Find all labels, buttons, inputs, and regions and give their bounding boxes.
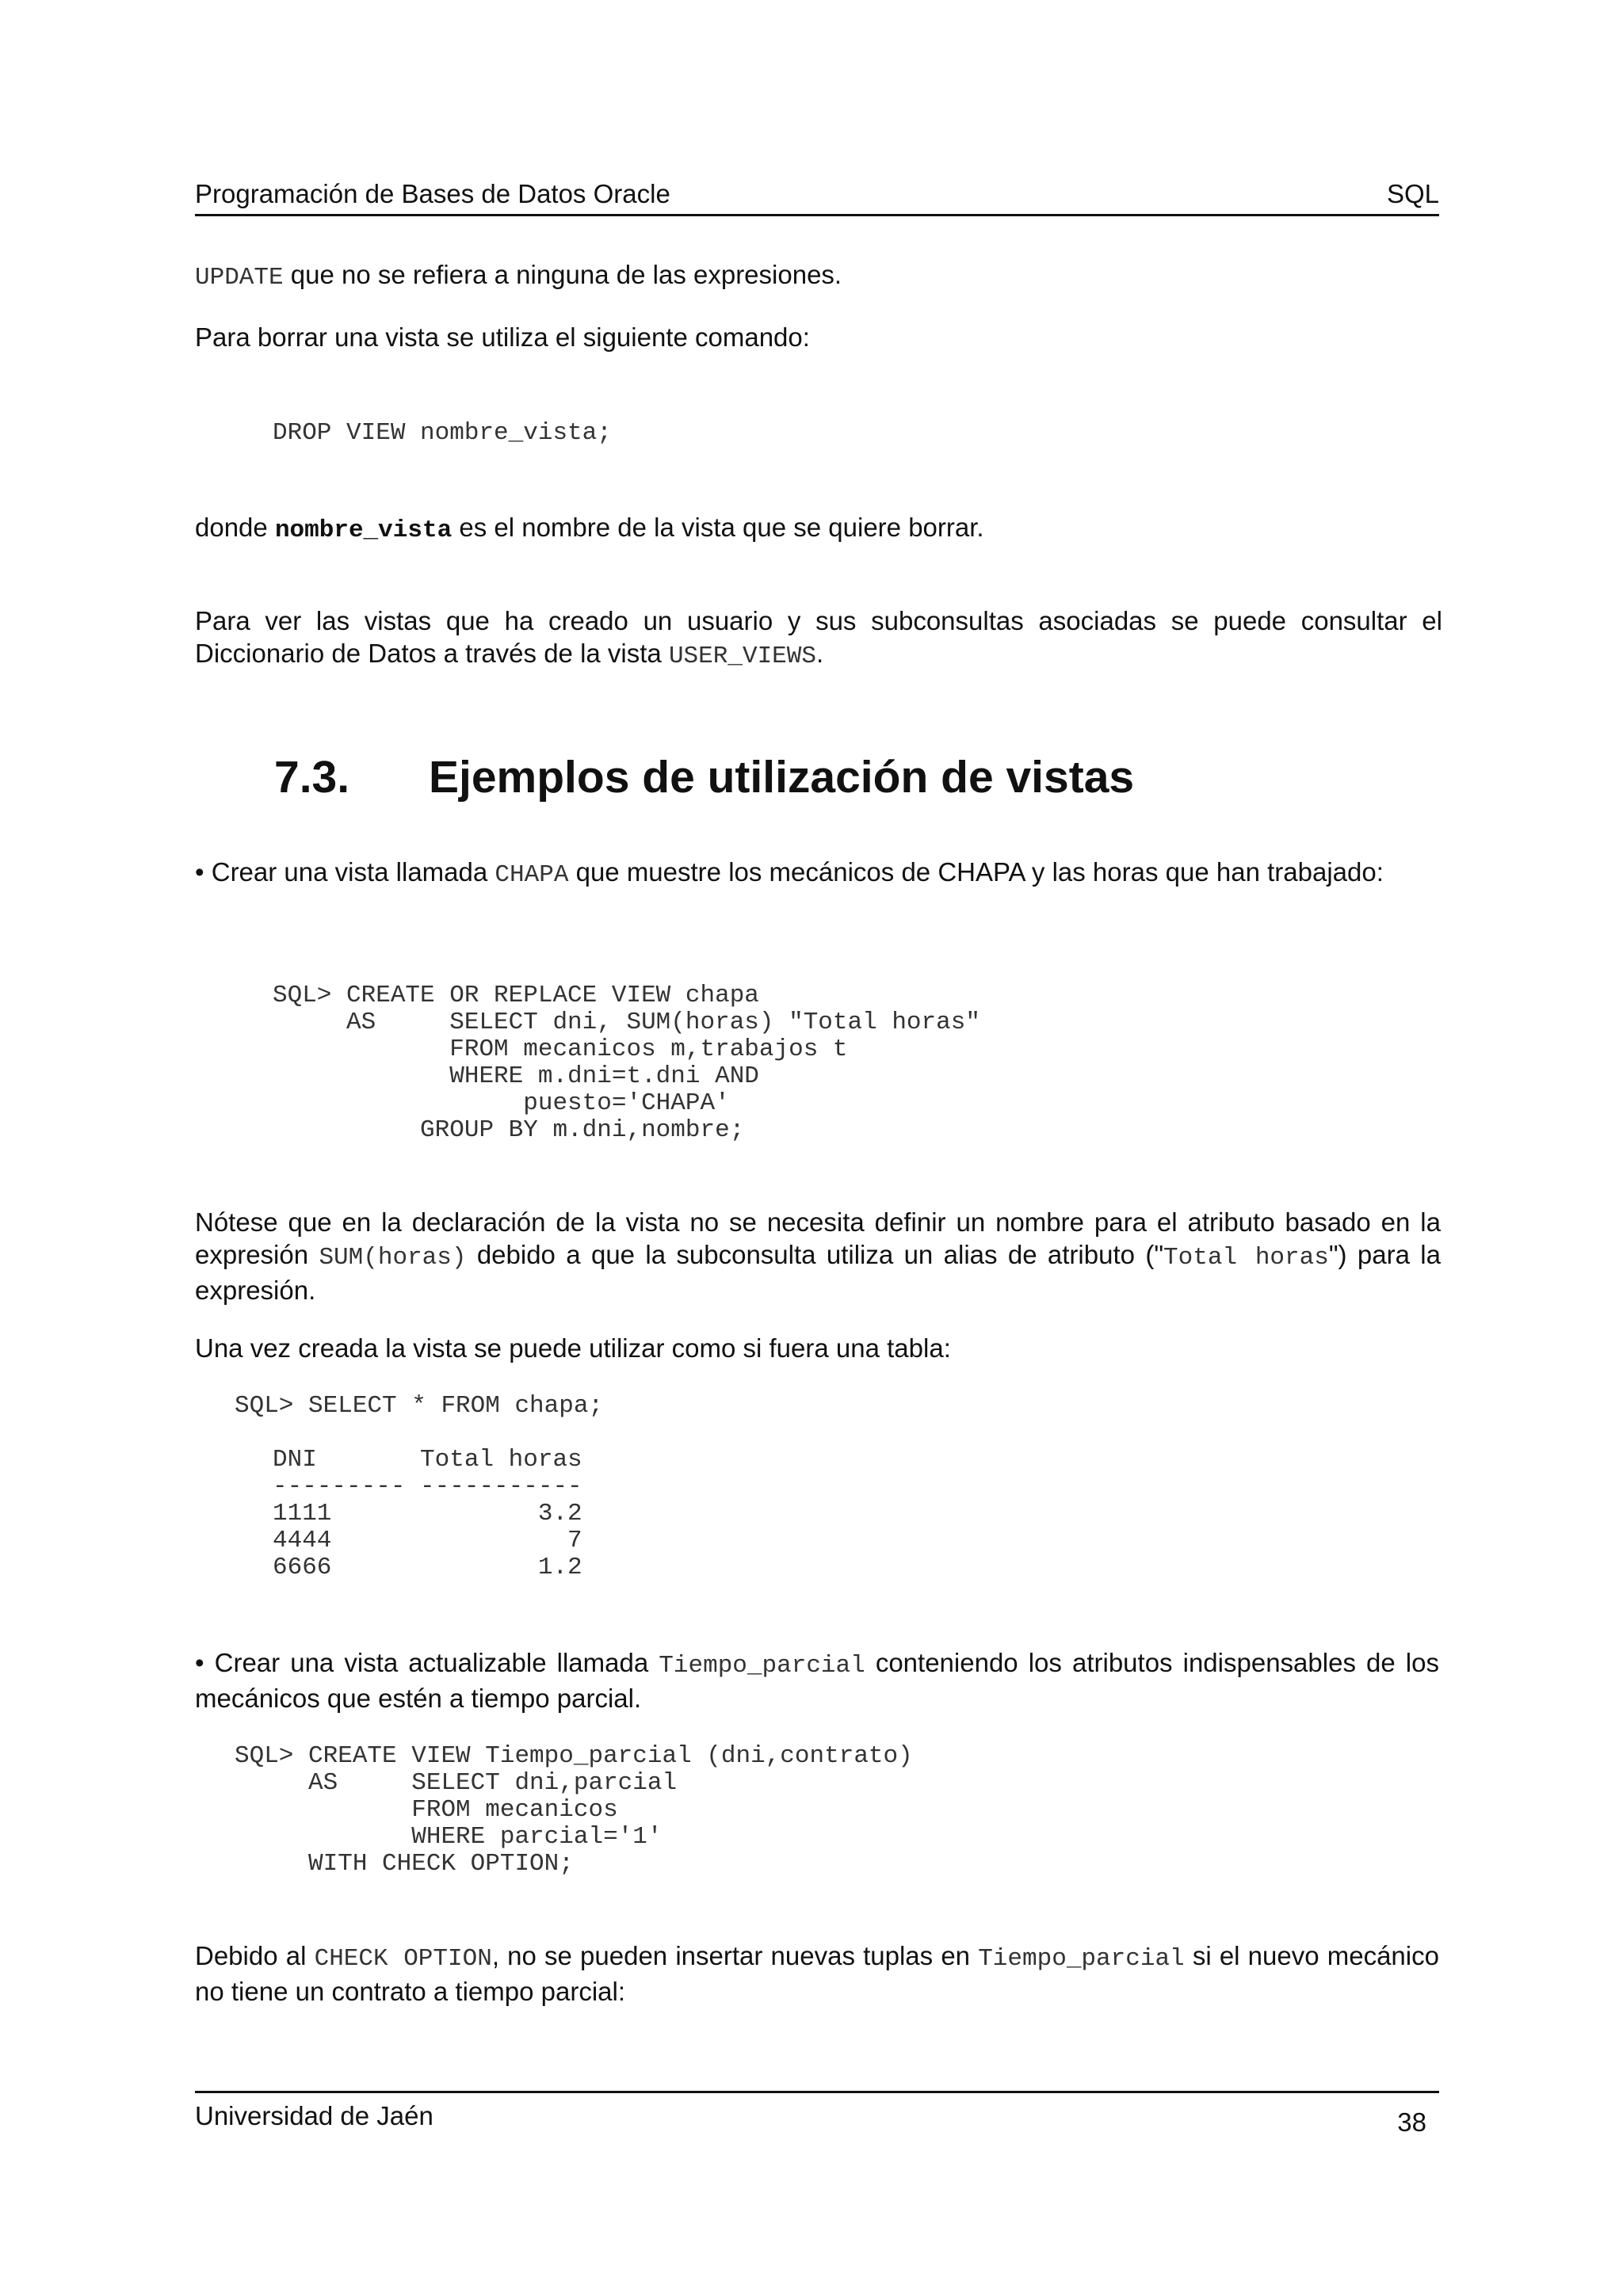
inline-code: Tiempo_parcial <box>659 1652 865 1680</box>
paragraph-text: . <box>815 639 824 668</box>
footer-rule <box>195 2091 1439 2093</box>
header-rule <box>195 214 1439 216</box>
section-title: Ejemplos de utilización de vistas <box>429 752 1135 803</box>
paragraph-text: debido a que la subconsulta utiliza un alias de atributo (" <box>466 1240 1164 1269</box>
paragraph-text: Para ver las vistas que ha creado un usuario y sus subconsultas asociadas se puede consultar el Diccionario de Datos a través de la vista <box>195 606 1442 668</box>
inline-code: CHECK OPTION <box>314 1945 492 1973</box>
header-section: SQL <box>1386 179 1439 208</box>
inline-code-bold: nombre_vista <box>274 517 453 544</box>
inline-code: Tiempo_parcial <box>978 1945 1185 1973</box>
inline-code: Total horas <box>1163 1244 1329 1272</box>
paragraph-nombre-vista <box>195 511 1439 547</box>
paragraph-text: Crear una vista actualizable llamada <box>204 1648 659 1677</box>
code-drop-view: DROP VIEW nombre_vista; <box>273 419 612 447</box>
paragraph-text: ") para la expresión. <box>195 1240 1441 1305</box>
paragraph-text: Crear una vista llamada <box>204 857 495 887</box>
code-create-view-chapa: SQL> CREATE OR REPLACE VIEW chapa AS SELECT dni, SUM(horas) "Total horas" FROM mecanicos m,trabajos t WHERE m.dni=t.dni AND puesto='CHAPA' GROUP BY m.dni,nombre; <box>273 982 980 1144</box>
bullet-item-tiempo-parcial <box>195 1646 1439 1714</box>
bullet-icon: • <box>195 857 204 887</box>
inline-code: UPDATE <box>195 264 284 292</box>
paragraph-text: Debido al <box>195 1941 315 1970</box>
bullet-icon: • <box>195 1648 204 1677</box>
paragraph-text: que muestre los mecánicos de CHAPA y las horas que han trabajado: <box>568 857 1384 887</box>
code-select-chapa: SQL> SELECT * FROM chapa; <box>235 1392 604 1420</box>
paragraph-text: conteniendo los atributos indispensables de los mecánicos que estén a tiempo parcial. <box>195 1648 1439 1713</box>
paragraph-text: que no se refiera a ninguna de las expresiones. <box>283 260 842 289</box>
paragraph-update <box>195 258 1439 294</box>
bullet-item-chapa <box>195 856 1439 891</box>
header-title: Programación de Bases de Datos Oracle <box>195 179 670 208</box>
paragraph-text: Nótese que en la declaración de la vista no se necesita definir un nombre para el atributo basado en la expresión <box>195 1207 1441 1269</box>
query-result-table: DNI Total horas --------- ----------- 1111 3.2 4444 7 6666 1.2 <box>273 1446 582 1581</box>
section-heading <box>274 749 1304 805</box>
paragraph-text: es el nombre de la vista que se quiere borrar. <box>452 513 984 542</box>
inline-code: SUM(horas) <box>319 1244 467 1272</box>
paragraph-check-option <box>195 1939 1439 2008</box>
paragraph-text: donde <box>195 513 275 542</box>
paragraph-user-views <box>195 605 1442 673</box>
code-create-view-tiempo-parcial: SQL> CREATE VIEW Tiempo_parcial (dni,contrato) AS SELECT dni,parcial FROM mecanicos WHERE parcial='1' WITH CHECK OPTION; <box>235 1742 913 1878</box>
paragraph-una-vez: Una vez creada la vista se puede utilizar como si fuera una tabla: <box>195 1333 951 1363</box>
inline-code: CHAPA <box>495 861 569 889</box>
page-number: 38 <box>1397 2107 1426 2137</box>
paragraph-notese <box>195 1206 1441 1306</box>
paragraph-borrar: Para borrar una vista se utiliza el siguiente comando: <box>195 322 810 352</box>
section-number: 7.3. <box>274 752 350 803</box>
inline-code: USER_VIEWS <box>668 643 816 670</box>
paragraph-text: si el nuevo mecánico no tiene un contrato a tiempo parcial: <box>195 1941 1439 2006</box>
paragraph-text: , no se pueden insertar nuevas tuplas en <box>491 1941 979 1970</box>
footer-university: Universidad de Jaén <box>195 2101 433 2130</box>
